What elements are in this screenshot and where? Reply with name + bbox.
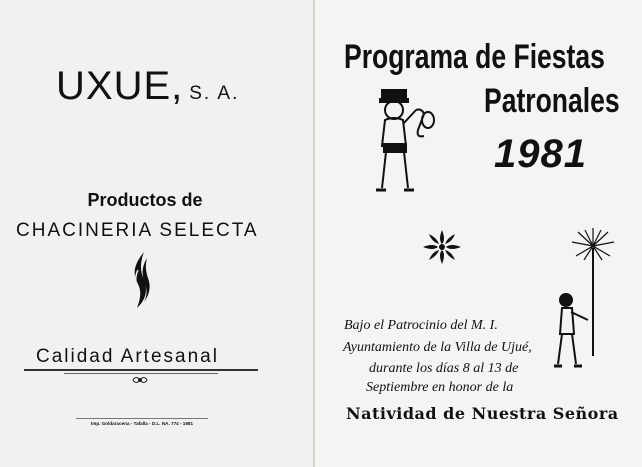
title-line1: Programa de Fiestas xyxy=(344,38,605,76)
small-ornament-icon xyxy=(132,374,148,386)
sponsor-text-line2: Ayuntamiento de la Villa de Ujué, xyxy=(343,340,532,355)
products-line2: CHACINERIA SELECTA xyxy=(16,220,259,241)
printer-imprint: Imp. Goldaracena - Tafalla - D.L. NA. 774 - 1981 xyxy=(90,421,194,426)
printer-rule xyxy=(76,418,208,419)
sponsor-text-line4: Septiembre en honor de la xyxy=(366,380,514,395)
boy-lighting-firework-illustration xyxy=(554,292,600,368)
saxophone-player-illustration xyxy=(372,86,440,196)
floral-ornament-icon xyxy=(421,228,463,266)
sponsor-text-line1: Bajo el Patrocinio del M. I. xyxy=(344,318,498,333)
year: 1981 xyxy=(494,132,587,176)
flame-logo-icon xyxy=(126,250,156,310)
divider-rule xyxy=(24,369,258,371)
company-suffix: S. A. xyxy=(189,83,240,104)
company-name: UXUE, S. A. xyxy=(56,64,240,108)
title-line2: Patronales xyxy=(484,82,620,120)
products-line1: Productos de xyxy=(87,190,203,210)
quality-slogan: Calidad Artesanal xyxy=(36,346,219,367)
dedication-text: Natividad de Nuestra Señora xyxy=(346,404,619,423)
sponsor-text-line3: durante los días 8 al 13 de xyxy=(369,361,519,376)
